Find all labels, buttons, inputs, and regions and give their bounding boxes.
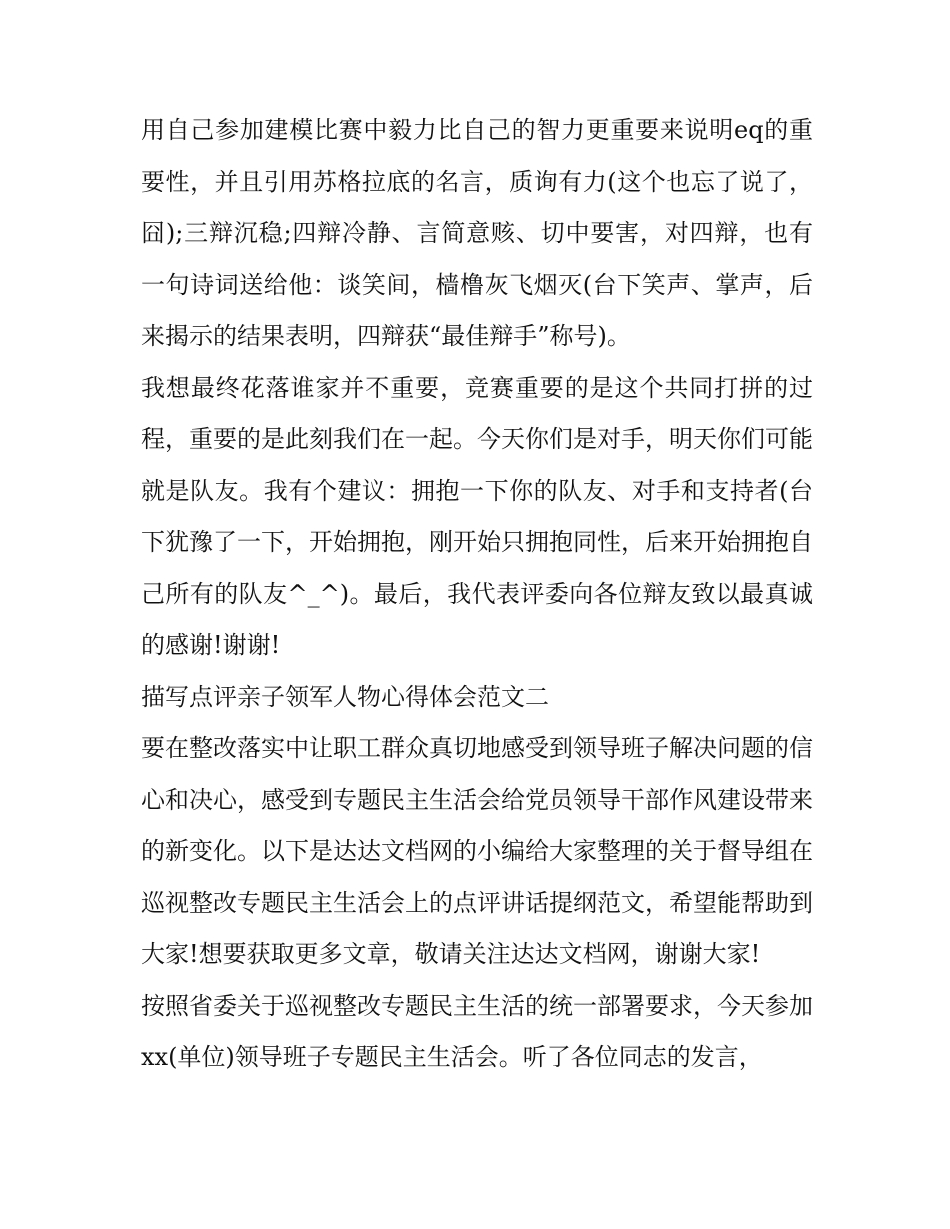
paragraph-intro: 要在整改落实中让职工群众真切地感受到领导班子解决问题的信心和决心，感受到专题民主生活会给党员领导干部作风建设带来的新变化。以下是达达文档网的小编给大家整理的关于督导组在巡视整改专题民主生活会上的点评讲话提纲范文，希望能帮助到大家!想要获取更多文章，敬请关注达达文档网，谢谢大家! (141, 734, 813, 968)
paragraph-closing-remarks: 我想最终花落谁家并不重要，竞赛重要的是这个共同打拼的过程，重要的是此刻我们在一起。今天你们是对手，明天你们可能就是队友。我有个建议：拥抱一下你的队友、对手和支持者(台下犹豫了一下，开始拥抱，刚开始只拥抱同性，后来开始拥抱自己所有的队友^_^)。最后，我代表评委向各位辩友致以最真诚的感谢!谢谢! (141, 373, 813, 659)
paragraph-meeting: 按照省委关于巡视整改专题民主生活的统一部署要求，今天参加xx(单位)领导班子专题民主生活会。听了各位同志的发言， (141, 991, 813, 1071)
section-heading: 描写点评亲子领军人物心得体会范文二 (141, 682, 549, 711)
paragraph-debate-comments: 用自己参加建模比赛中毅力比自己的智力更重要来说明eq的重要性，并且引用苏格拉底的名言，质询有力(这个也忘了说了，囧);三辩沉稳;四辩冷静、言简意赅、切中要害，对四辩，也有一句诗词送给他：谈笑间，樯橹灰飞烟灭(台下笑声、掌声，后来揭示的结果表明，四辩获“最佳辩手”称号)。 (141, 116, 813, 350)
document-body (141, 105, 813, 1084)
